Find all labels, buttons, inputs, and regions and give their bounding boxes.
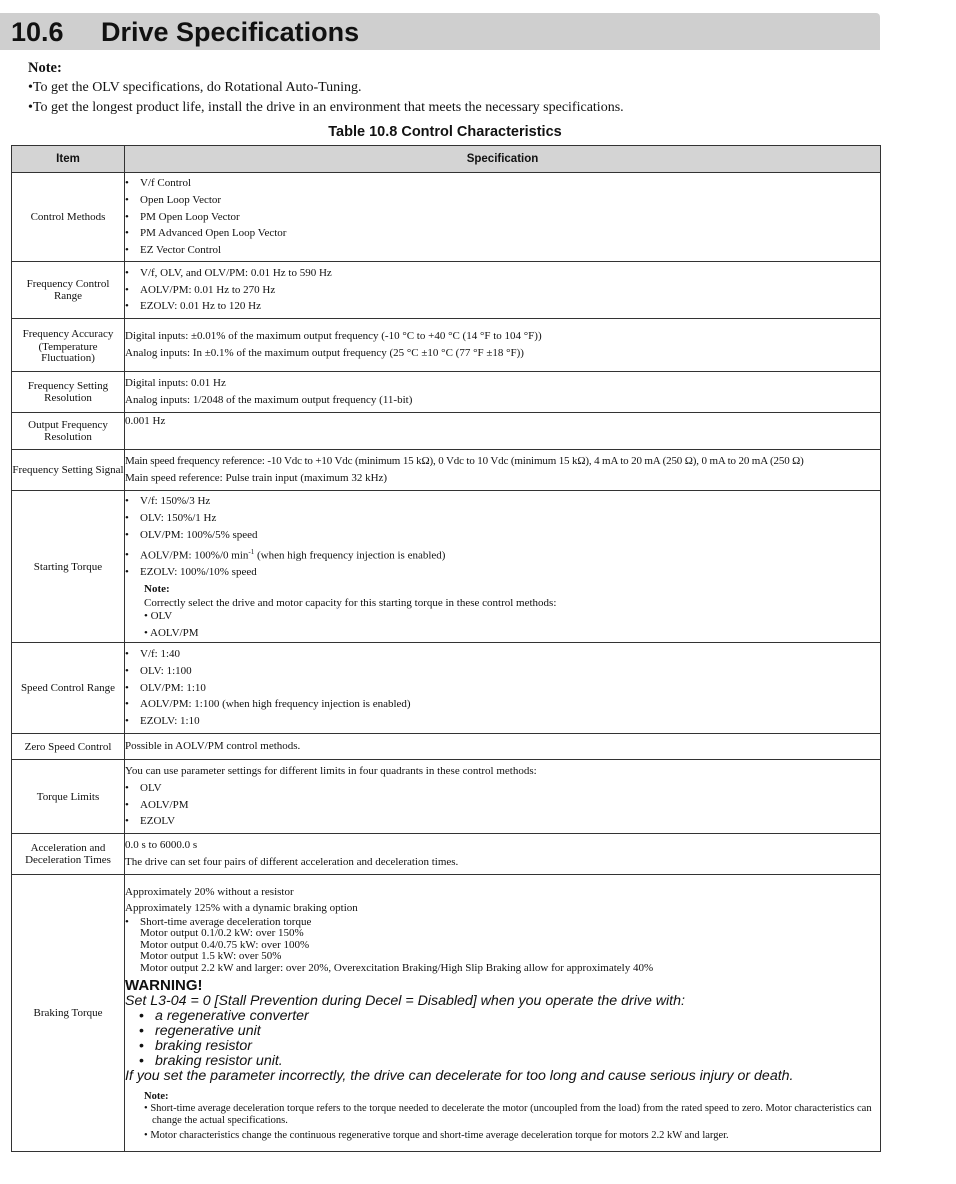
table-row (12, 372, 881, 413)
list-item: • V/f, OLV, and OLV/PM: 0.01 Hz to 590 Hz (125, 266, 332, 279)
table-header-row (12, 146, 881, 173)
row-label: Frequency Control Range (12, 262, 125, 319)
list-item: • Short-time average deceleration torque (125, 915, 312, 928)
list-item: • EZOLV: 1:10 (125, 715, 200, 728)
list-item: • AOLV/PM: 1:100 (when high frequency injection is enabled) (125, 698, 411, 711)
section-title: Drive Specifications (101, 17, 360, 47)
warning-item: • a regenerative converter (139, 1008, 309, 1025)
table-row (12, 491, 881, 643)
table-row (12, 834, 881, 875)
table-row (12, 875, 881, 1152)
list-item: • OLV: 150%/1 Hz (125, 512, 217, 525)
list-item: • OLV (125, 781, 162, 794)
row-spec: Approximately 20% without a resistor Approximately 125% with a dynamic braking option • Short-time average deceleration torque Motor output 0.1/0.2 kW: over 150% Motor output 0.4/0.75 kW: over 100% Motor output 1.5 kW: over 50% Motor output 2.2 kW and larger: over 20%, Overexcitation Braking/High Slip Braking allow for approximately 40% WARNING! Set L3-04 = 0 [Stall Prevention during Decel = Disabled] when you operate the drive with: • a regenerative converter • regenerative unit • braking resistor • braking resistor unit. If you set the parameter incorrectly, the drive can decelerate for too long and cause serious injury or death. Note: • Short-time average deceleration torque refers to the torque needed to decelerate the motor (uncoupled from the load) from the rated speed to zero. Motor characteristics can change the actual specifications. • Motor characteristics change the continuous regenerative torque and short-time average deceleration torque for motors 2.2 kW and larger. (125, 875, 881, 1152)
row-spec (125, 173, 881, 262)
row-label: Output Frequency Resolution (12, 413, 125, 450)
list-item: • Open Loop Vector (125, 193, 222, 206)
warning-intro: Set L3-04 = 0 [Stall Prevention during Decel = Disabled] when you operate the drive with: (125, 993, 685, 1010)
braking-note: Note: • Short-time average deceleration torque refers to the torque needed to decelerate the motor (uncoupled from the load) from the rated speed to zero. Motor characteristics can change the actual specifications. • Motor characteristics change the continuous regenerative torque and short-time average deceleration torque for motors 2.2 kW and larger. (144, 1091, 872, 1142)
row-spec: Possible in AOLV/PM control methods. (125, 734, 881, 760)
table-row (12, 413, 881, 450)
table-row (12, 643, 881, 734)
table-caption: Table 10.8 Control Characteristics (328, 124, 562, 140)
table-row (12, 319, 881, 372)
warning-heading: WARNING! (125, 977, 203, 995)
column-header-spec: Specification (125, 146, 881, 173)
note-heading: Note: (28, 60, 62, 76)
list-item: • OLV: 1:100 (125, 664, 192, 677)
row-spec (125, 643, 881, 734)
starting-torque-note: Note: Correctly select the drive and motor capacity for this starting torque in these control methods: • OLV • AOLV/PM (144, 582, 557, 639)
row-label: Frequency Accuracy (Temperature Fluctuation) (12, 319, 125, 372)
list-item: • OLV/PM: 1:10 (125, 681, 206, 694)
list-item: • V/f: 150%/3 Hz (125, 495, 211, 508)
row-label: Control Methods (12, 173, 125, 262)
list-item: • AOLV/PM (125, 798, 189, 811)
table-row (12, 262, 881, 319)
list-item: • EZOLV (125, 815, 176, 828)
list-item: • AOLV/PM: 100%/0 $\min^{-1}$ (when high frequency injection is enabled) (125, 547, 446, 562)
row-label: Braking Torque (12, 875, 125, 1152)
list-item: • OLV/PM: 100%/5% speed (125, 528, 258, 541)
row-label: Speed Control Range (12, 643, 125, 734)
table-row (12, 173, 881, 262)
list-item: • AOLV/PM: 0.01 Hz to 270 Hz (125, 283, 276, 296)
row-spec: Digital inputs: 0.01 Hz Analog inputs: 1/2048 of the maximum output frequency (11-bit) (125, 372, 881, 413)
warning-item: • braking resistor unit. (139, 1053, 283, 1070)
list-item: • PM Open Loop Vector (125, 210, 240, 223)
list-item: • EZOLV: 100%/10% speed (125, 565, 257, 578)
row-spec (125, 262, 881, 319)
row-label: Frequency Setting Resolution (12, 372, 125, 413)
note-item: •To get the OLV specifications, do Rotational Auto-Tuning. (28, 80, 362, 95)
table-row (12, 734, 881, 760)
table-row (12, 760, 881, 834)
section-number: 10.6 (11, 17, 64, 47)
row-spec: You can use parameter settings for different limits in four quadrants in these control methods: • OLV • AOLV/PM • EZOLV (125, 760, 881, 834)
list-item: • PM Advanced Open Loop Vector (125, 227, 287, 240)
row-spec (125, 491, 881, 643)
row-label: Acceleration and Deceleration Times (12, 834, 125, 875)
row-label: Torque Limits (12, 760, 125, 834)
row-label: Frequency Setting Signal (12, 450, 125, 491)
row-spec: Main speed frequency reference: -10 Vdc to +10 Vdc (minimum 15 kΩ), 0 Vdc to 10 Vdc (minimum 15 kΩ), 4 mA to 20 mA (250 Ω), 0 mA to 20 mA (250 Ω) Main speed reference: Pulse train input (maximum 32 kHz) (125, 450, 881, 491)
row-spec: 0.001 Hz (125, 413, 881, 450)
row-spec: 0.0 s to 6000.0 s The drive can set four pairs of different acceleration and deceleration times. (125, 834, 881, 875)
list-item: • V/f: 1:40 (125, 648, 181, 661)
list-item: • EZ Vector Control (125, 244, 222, 257)
column-header-item: Item (12, 146, 125, 173)
row-label: Starting Torque (12, 491, 125, 643)
warning-outro: If you set the parameter incorrectly, the drive can decelerate for too long and cause serious injury or death. (125, 1068, 794, 1085)
note-item: •To get the longest product life, install the drive in an environment that meets the necessary specifications. (28, 100, 624, 115)
warning-item: • regenerative unit (139, 1023, 261, 1040)
control-characteristics-table (11, 145, 881, 1152)
warning-item: • braking resistor (139, 1038, 252, 1055)
list-item: • V/f Control (125, 177, 192, 190)
table-row (12, 450, 881, 491)
list-item: • EZOLV: 0.01 Hz to 120 Hz (125, 300, 261, 313)
row-label: Zero Speed Control (12, 734, 125, 760)
row-spec: Digital inputs: ±0.01% of the maximum output frequency (-10 °C to +40 °C (14 °F to 104 °F)) Analog inputs: In ±0.1% of the maximum output frequency (25 °C ±10 °C (77 °F ±18 °F)) (125, 319, 881, 372)
intro-note (28, 58, 888, 118)
